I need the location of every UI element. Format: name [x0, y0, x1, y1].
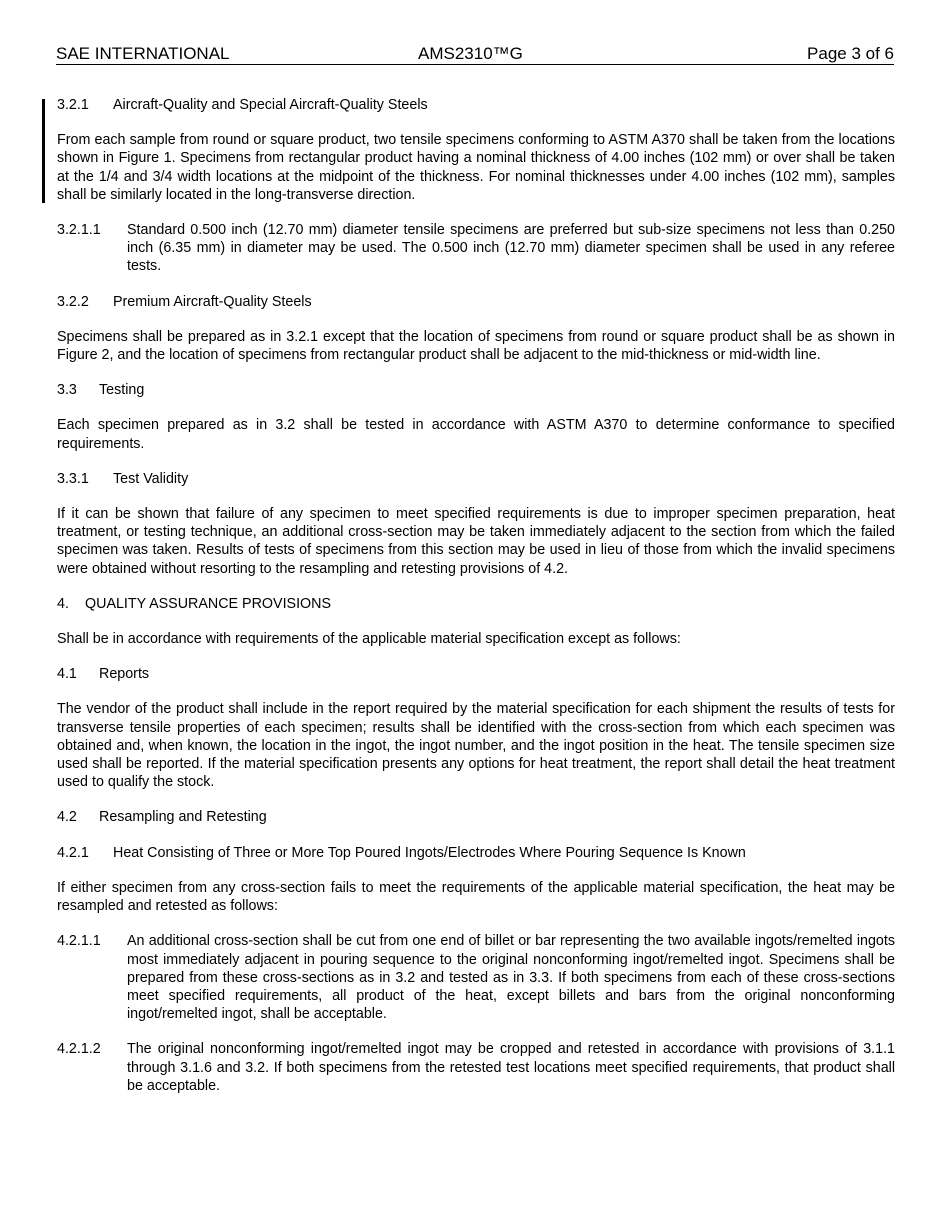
section-title: QUALITY ASSURANCE PROVISIONS: [85, 595, 332, 612]
paragraph-4-2-1-2: [57, 1040, 895, 1095]
section-heading-4: [57, 595, 895, 613]
paragraph-text: An additional cross-section shall be cut from one end of billet or bar representing the two available ingots/remelted ingots most immediately adjacent in pouring sequence to the original nonconforming ingot/remelted ingot. Specimens shall be prepared from these cross-sections as in 3.2 and tested as in 3.3. If both specimens from each of these cross-sections meet specified requirements, all product of the heat, except billets and bars from the original nonconforming ingot/remelted ingot, shall be acceptable.: [127, 933, 895, 1023]
section-heading-4-2-1: [57, 844, 895, 862]
paragraph-text: Standard 0.500 inch (12.70 mm) diameter tensile specimens are preferred but sub-size specimens not less than 0.250 inch (6.35 mm) in diameter may be used. The 0.500 inch (12.70 mm) diameter specimen shall be used in any referee tests.: [127, 222, 895, 275]
section-body-3-3-1: If it can be shown that failure of any specimen to meet specified requirements is due to improper specimen preparation, heat treatment, or testing technique, an additional cross-section may be taken immediately adjacent to the section from which the failed specimen was taken. Results of tests of specimens from this section may be used in lieu of those from which the invalid specimens were obtained without resorting to the resampling and retesting provisions of 4.2.: [57, 506, 895, 577]
section-heading-3-3: [57, 381, 895, 399]
page-header: [56, 44, 894, 65]
section-title: Aircraft-Quality and Special Aircraft-Quality Steels: [113, 97, 428, 113]
section-body-3-2-2: Specimens shall be prepared as in 3.2.1 except that the location of specimens from round or square product shall be as shown in Figure 2, and the location of specimens from rectangular product shall be adjacent to the mid-thickness or mid-width line.: [57, 328, 895, 364]
section-number: 4.2.1: [57, 844, 89, 861]
section-title: Reports: [99, 666, 150, 683]
header-page-number: Page 3 of 6: [807, 44, 894, 63]
section-number: 4.2: [57, 809, 77, 826]
section-body-3-2-1: From each sample from round or square product, two tensile specimens conforming to ASTM A370 shall be taken from the locations shown in Figure 1. Specimens from rectangular product having a nominal thickness of 4.00 inches (102 mm) or over shall be taken at the 1/4 and 3/4 width locations at the midpoint of the thickness. For nominal thicknesses under 4.00 inches (102 mm), samples shall be similarly located in the long-transverse direction.: [57, 132, 895, 203]
section-number: 3.2.2: [57, 293, 89, 310]
section-title: Test Validity: [113, 470, 189, 487]
section-number: 4.: [57, 595, 69, 612]
section-heading-4-1: [57, 665, 895, 683]
paragraph-3-2-1-1: [57, 221, 895, 276]
section-title: Heat Consisting of Three or More Top Poured Ingots/Electrodes Where Pouring Sequence Is Known: [113, 844, 746, 861]
paragraph-text: The original nonconforming ingot/remelted ingot may be cropped and retested in accordance with provisions of 3.1.1 through 3.1.6 and 3.2. If both specimens from the retested test locations meet specified requirements, that product shall be acceptable.: [127, 1041, 895, 1094]
section-heading-4-2: [57, 808, 895, 826]
section-heading-3-2-2: [57, 293, 895, 311]
paragraph-number: 4.2.1.2: [57, 1041, 101, 1058]
section-number: 3.3.1: [57, 470, 89, 487]
section-body-4-1: The vendor of the product shall include in the report required by the material specification for each shipment the results of tests for transverse tensile properties of each specimen; results shall be identified with the cross-section from which each specimen was obtained and, when known, the location in the ingot, the ingot number, and the ingot position in the heat. The tensile specimen size used shall be reported. If the material specification presents any options for heat treatment, the report shall detail the heat treatment used to qualify the stock.: [57, 701, 895, 791]
document-body: [57, 96, 895, 1112]
section-title: Testing: [99, 382, 145, 399]
section-number: 3.3: [57, 382, 77, 399]
section-body-4-2-1: If either specimen from any cross-section fails to meet the requirements of the applicable material specification, the heat may be resampled and retested as follows:: [57, 879, 895, 915]
header-organization: SAE INTERNATIONAL: [56, 44, 230, 63]
revision-change-bar: [42, 99, 45, 203]
header-document-id: AMS2310™G: [418, 44, 523, 63]
paragraph-4-2-1-1: [57, 932, 895, 1023]
section-number: 3.2.1: [57, 97, 89, 113]
paragraph-number: 4.2.1.1: [57, 933, 101, 950]
section-title: Resampling and Retesting: [99, 809, 267, 826]
section-heading-3-2-1: [57, 96, 895, 114]
section-heading-3-3-1: [57, 470, 895, 488]
section-title: Premium Aircraft-Quality Steels: [113, 293, 312, 310]
section-number: 4.1: [57, 666, 77, 683]
section-body-4: Shall be in accordance with requirements of the applicable material specification except as follows:: [57, 631, 681, 648]
paragraph-number: 3.2.1.1: [57, 222, 101, 239]
section-body-3-3: Each specimen prepared as in 3.2 shall be tested in accordance with ASTM A370 to determine conformance to specified requirements.: [57, 417, 895, 452]
